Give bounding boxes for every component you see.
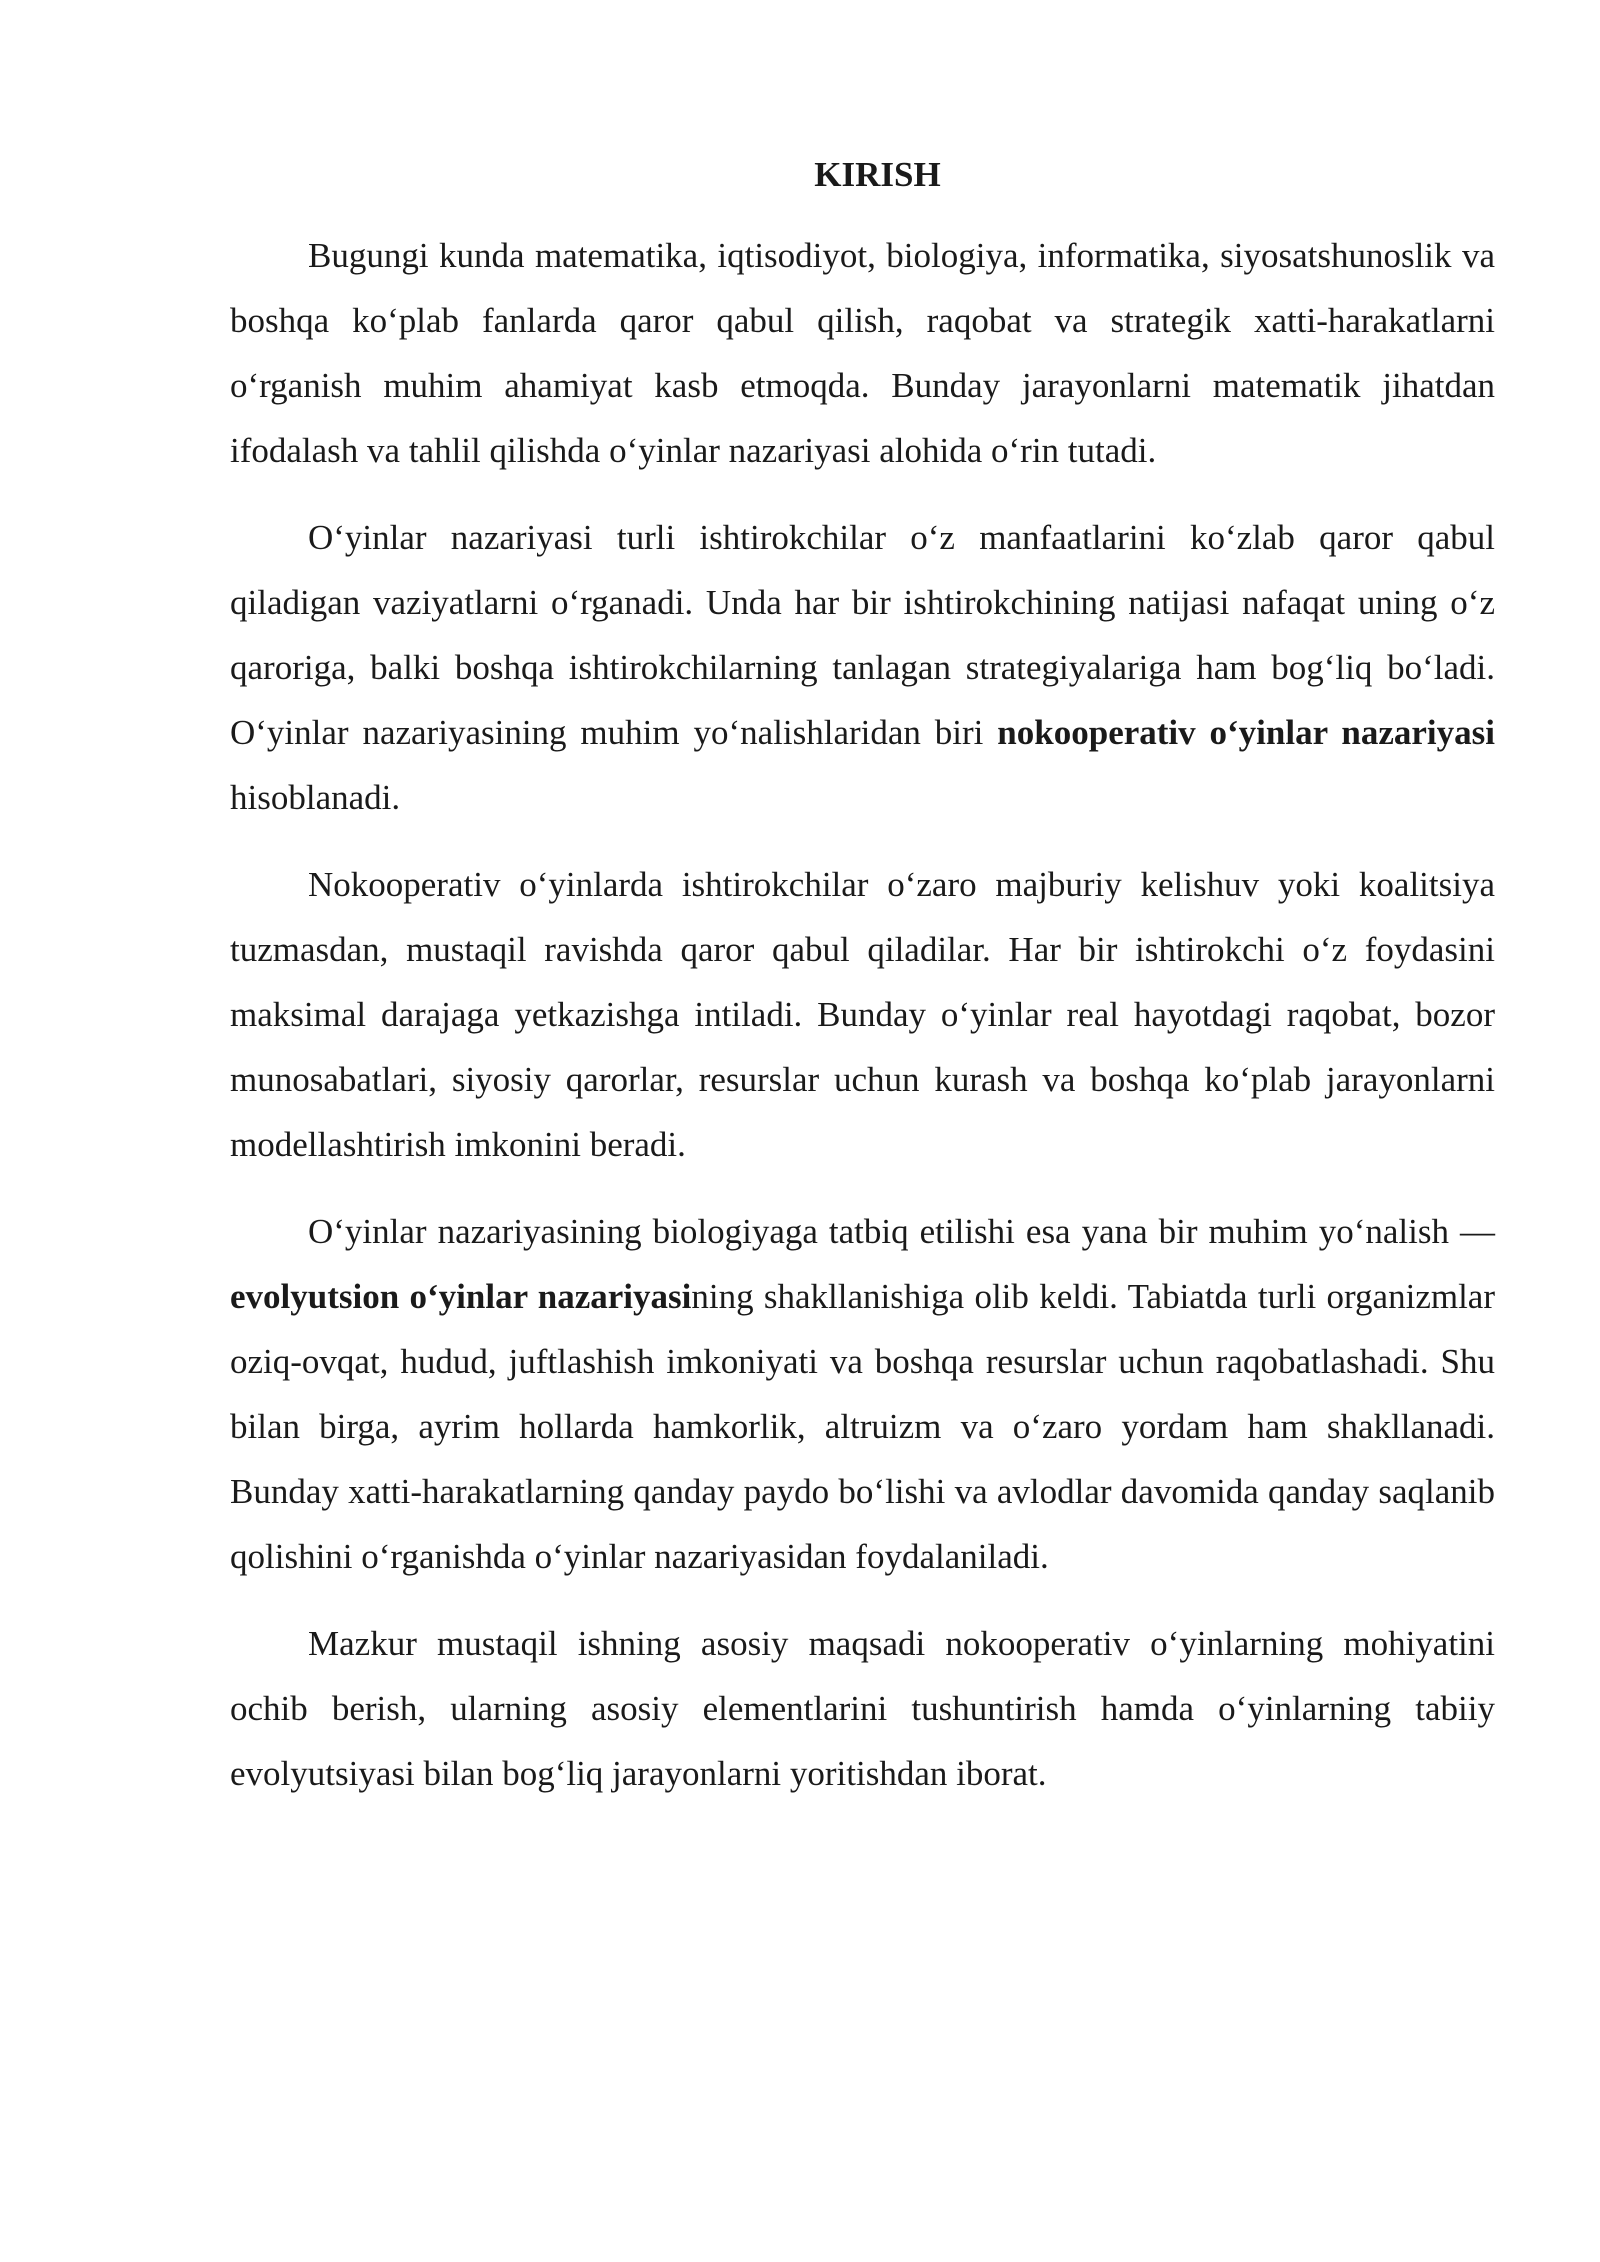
document-title: KIRISH xyxy=(814,155,941,194)
paragraph-text: Nokooperativ o‘yinlarda ishtirokchilar o‘zaro majburiy kelishuv yoki koalitsiya tuzmasdan, mustaqil ravishda qaror qabul qiladilar. Har bir ishtirokchi o‘z foydasini maksimal darajaga yetkazishga intiladi. Bunday o‘yinlar real hayotdagi raqobat, bozor munosabatlari, siyosiy qarorlar, resurslar uchun kurash va boshqa ko‘plab jarayonlarni modellashtirish imkonini beradi. xyxy=(230,865,1495,1164)
paragraph-text: ning shakllanishiga olib keldi. Tabiatda turli organizmlar oziq-ovqat, hudud, juftlashish imkoniyati va boshqa resurslar uchun raqobatlashadi. Shu bilan birga, ayrim hollarda hamkorlik, altruizm va o‘zaro yordam ham shakllanadi. Bunday xatti-harakatlarning qanday paydo bo‘lishi va avlodlar davomida qanday saqlanib qolishini o‘rganishda o‘yinlar nazariyasidan foydalaniladi. xyxy=(230,1277,1495,1576)
paragraph-1 xyxy=(230,223,1495,483)
bold-term-nokooperativ: nokooperativ o‘yinlar nazariyasi xyxy=(997,713,1495,752)
paragraph-text: hisoblanadi. xyxy=(230,778,401,817)
paragraph-text: O‘yinlar nazariyasi turli ishtirokchilar o‘z manfaatlarini ko‘zlab qaror qabul qiladigan vaziyatlarni o‘rganadi. Unda har bir ishtirokchining natijasi nafaqat uning o‘z qaroriga, balki boshqa ishtirokchilarning tanlagan strategiyalariga ham bog‘liq bo‘ladi. O‘yinlar nazariyasining muhim yo‘nalishlaridan biri xyxy=(230,518,1495,752)
document-body xyxy=(230,150,1495,1828)
paragraph-text: Bugungi kunda matematika, iqtisodiyot, biologiya, informatika, siyosatshunoslik va boshqa ko‘plab fanlarda qaror qabul qilish, raqobat va strategik xatti-harakatlarni o‘rganish muhim ahamiyat kasb etmoqda. Bunday jarayonlarni matematik jihatdan ifodalash va tahlil qilishda o‘yinlar nazariyasi alohida o‘rin tutadi. xyxy=(230,236,1495,470)
paragraph-text: Mazkur mustaqil ishning asosiy maqsadi nokooperativ o‘yinlarning mohiyatini ochib berish, ularning asosiy elementlarini tushuntirish hamda o‘yinlarning tabiiy evolyutsiyasi bilan bog‘liq jarayonlarni yoritishdan iborat. xyxy=(230,1624,1495,1793)
bold-term-evolyutsion: evolyutsion o‘yinlar nazariyasi xyxy=(230,1277,692,1316)
paragraph-5 xyxy=(230,1611,1495,1806)
paragraph-text: O‘yinlar nazariyasining biologiyaga tatbiq etilishi esa yana bir muhim yo‘nalish — xyxy=(308,1212,1495,1251)
paragraph-4 xyxy=(230,1199,1495,1589)
paragraph-3 xyxy=(230,852,1495,1177)
paragraph-2 xyxy=(230,505,1495,830)
